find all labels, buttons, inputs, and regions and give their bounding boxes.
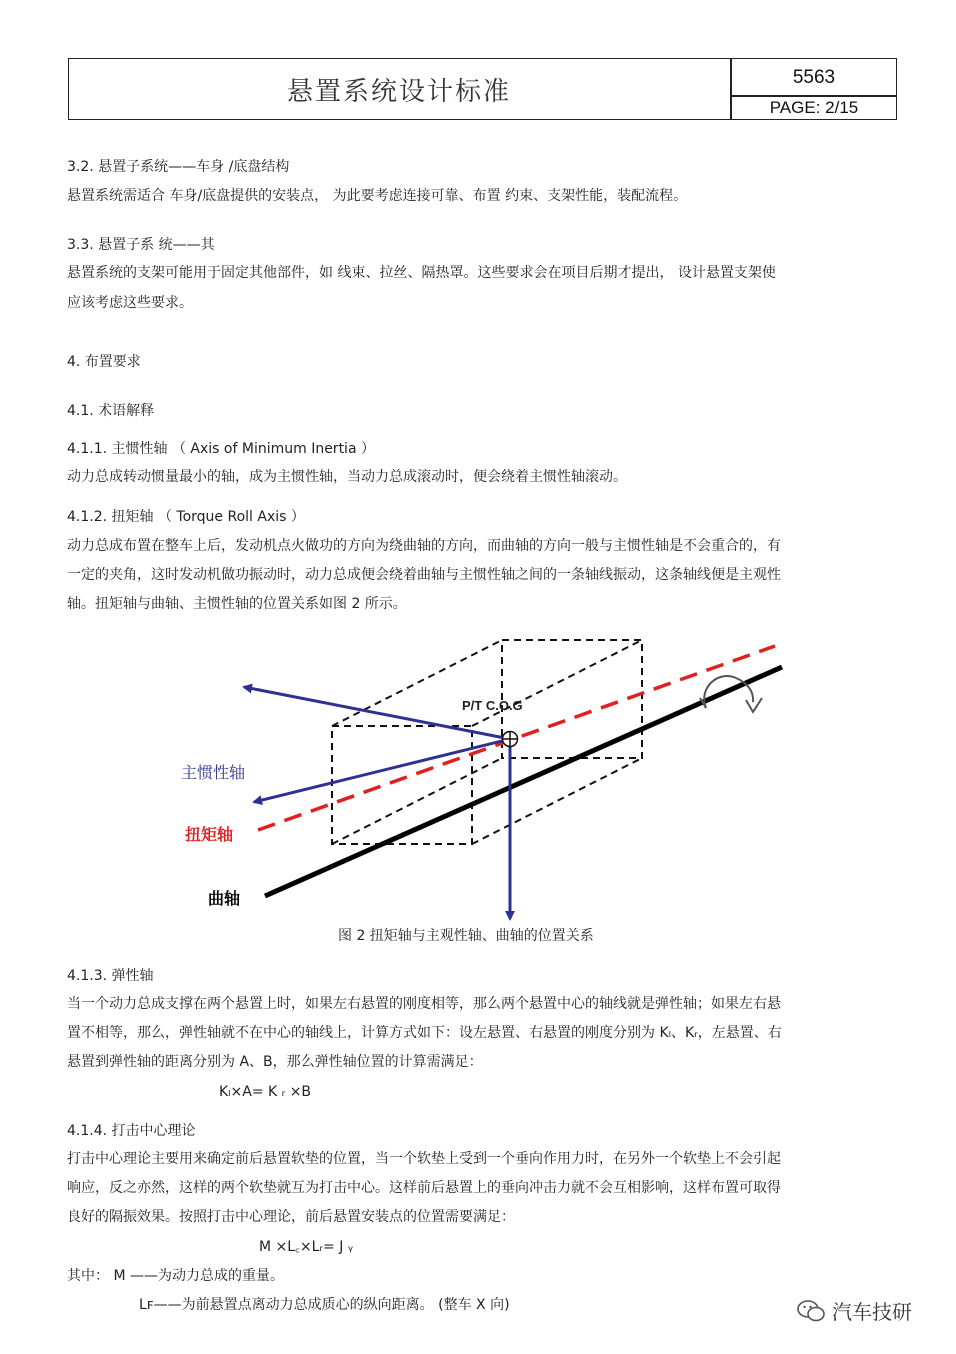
paragraph-4-1-4-line1: 打击中心理论主要用来确定前后悬置软垫的位置，当一个软垫上受到一个垂向作用力时，在另外一个软垫上不会引起 xyxy=(67,1151,781,1167)
cog-icon xyxy=(503,732,518,747)
watermark xyxy=(796,1296,912,1325)
paragraph-4-1-2-line2: 一定的夹角，这时发动机做功振动时，动力总成便会绕着曲轴与主惯性轴之间的一条轴线振动，这条轴线便是主观性 xyxy=(67,567,781,583)
paragraph-3-2: 悬置系统需适合 车身/底盘提供的安装点， 为此要考虑连接可靠、布置 约束、支架性能，装配流程。 xyxy=(67,188,688,204)
paragraph-4-1-1: 动力总成转动惯量最小的轴，成为主惯性轴，当动力总成滚动时，便会绕着主惯性轴滚动。 xyxy=(67,469,627,485)
crankshaft-label: 曲轴 xyxy=(208,889,241,908)
document-code: 5563 xyxy=(792,66,836,88)
formula-elastic-axis: Kₗ×A= K ᵣ ×B xyxy=(219,1084,312,1100)
powertrain-box xyxy=(332,640,642,844)
heading-4: 4. 布置要求 xyxy=(67,354,141,370)
torque-axis-label: 扭矩轴 xyxy=(185,825,234,844)
heading-4-1-1: 4.1.1. 主惯性轴 （ Axis of Minimum Inertia ） xyxy=(67,441,375,457)
principal-axis-up xyxy=(244,687,510,739)
paragraph-4-1-3-line3: 悬置到弹性轴的距离分别为 A、B，那么弹性轴位置的计算需满足： xyxy=(67,1054,483,1070)
axis-diagram xyxy=(170,630,810,930)
paragraph-4-1-2-line3: 轴。扭矩轴与曲轴、主惯性轴的位置关系如图 2 所示。 xyxy=(67,596,407,612)
definition-m: 其中： M ——为动力总成的重量。 xyxy=(67,1268,284,1284)
principal-axis-label: 主惯性轴 xyxy=(181,763,246,782)
heading-4-1-3: 4.1.3. 弹性轴 xyxy=(67,968,154,984)
paragraph-3-3-line1: 悬置系统的支架可能用于固定其他部件，如 线束、拉丝、隔热罩。这些要求会在项目后期才提出， 设计悬置支架使 xyxy=(67,265,776,281)
paragraph-3-3-line2: 应该考虑这些要求。 xyxy=(67,295,193,311)
heading-4-1-4: 4.1.4. 打击中心理论 xyxy=(67,1123,196,1139)
formula-percussion: M ×L꜀×Lᵣ= J ᵧ xyxy=(259,1239,354,1255)
heading-4-1-2: 4.1.2. 扭矩轴 （ Torque Roll Axis ） xyxy=(67,509,305,525)
heading-3-2: 3.2. 悬置子系统——车身 /底盘结构 xyxy=(67,159,290,175)
paragraph-4-1-3-line2: 置不相等，那么，弹性轴就不在中心的轴线上，计算方式如下：设左悬置、右悬置的刚度分别为 Kₗ、Kᵣ，左悬置、右 xyxy=(67,1025,782,1041)
page-number: PAGE: 2/15 xyxy=(769,98,859,117)
heading-4-1: 4.1. 术语解释 xyxy=(67,403,155,419)
definition-lf: Lꜰ——为前悬置点离动力总成质心的纵向距离。 (整车 X 向) xyxy=(139,1297,510,1313)
wechat-icon xyxy=(796,1299,826,1323)
paragraph-4-1-3-line1: 当一个动力总成支撑在两个悬置上时，如果左右悬置的刚度相等，那么两个悬置中心的轴线就是弹性轴；如果左右悬 xyxy=(67,996,781,1012)
document-title: 悬置系统设计标准 xyxy=(286,76,511,107)
cog-label: P/T C.O.G xyxy=(462,698,523,713)
heading-3-3: 3.3. 悬置子系 统——其 xyxy=(67,237,215,253)
paragraph-4-1-2-line1: 动力总成布置在整车上后，发动机点火做功的方向为绕曲轴的方向，而曲轴的方向一般与主惯性轴是不会重合的，有 xyxy=(67,538,781,554)
paragraph-4-1-4-line3: 良好的隔振效果。按照打击中心理论，前后悬置安装点的位置需要满足： xyxy=(67,1209,515,1225)
watermark-text: 汽车技研 xyxy=(832,1300,912,1324)
figure-caption: 图 2 扭矩轴与主观性轴、曲轴的位置关系 xyxy=(338,928,594,944)
paragraph-4-1-4-line2: 响应，反之亦然，这样的两个软垫就互为打击中心。这样前后悬置上的垂向冲击力就不会互相影响，这样布置可取得 xyxy=(67,1180,781,1196)
